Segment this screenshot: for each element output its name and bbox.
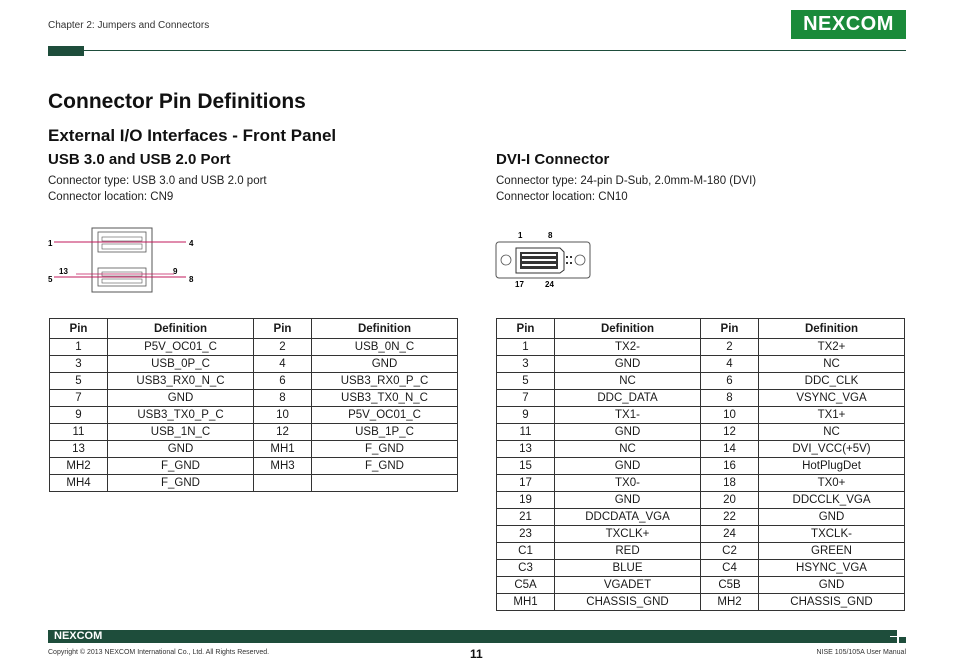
dvi-pin-table [496, 318, 905, 611]
definition-cell: GND [759, 509, 905, 526]
definition-cell: F_GND [312, 458, 458, 475]
dvi-connector-location: Connector location: CN10 [496, 191, 628, 203]
definition-cell: TXCLK- [759, 526, 905, 543]
definition-cell: RED [555, 543, 701, 560]
pin-cell: 6 [701, 373, 759, 390]
table-header-row [497, 319, 905, 339]
usb-pin-table [49, 318, 458, 492]
pin-cell: MH2 [701, 594, 759, 611]
table-row [497, 356, 905, 373]
definition-cell: HSYNC_VGA [759, 560, 905, 577]
pin-cell: 10 [254, 407, 312, 424]
column-header: Definition [108, 319, 254, 339]
usb-description [48, 173, 267, 205]
dvi-connector-diagram [494, 228, 594, 292]
table-row [50, 424, 458, 441]
table-row [497, 577, 905, 594]
column-header: Pin [701, 319, 759, 339]
definition-cell: VSYNC_VGA [759, 390, 905, 407]
definition-cell: F_GND [108, 475, 254, 492]
pin-cell: 9 [50, 407, 108, 424]
dvi-pin1-label: 1 [518, 231, 523, 240]
table-row [497, 594, 905, 611]
definition-cell: NC [555, 373, 701, 390]
table-row [497, 373, 905, 390]
definition-cell: F_GND [312, 441, 458, 458]
definition-cell: HotPlugDet [759, 458, 905, 475]
definition-cell: P5V_OC01_C [312, 407, 458, 424]
pin-cell: C3 [497, 560, 555, 577]
header-rule [48, 50, 906, 51]
pin-cell: 6 [254, 373, 312, 390]
pin-cell: MH1 [254, 441, 312, 458]
dvi-description [496, 173, 756, 205]
table-header-row [50, 319, 458, 339]
pin-cell: 11 [497, 424, 555, 441]
table-row [497, 390, 905, 407]
column-header: Definition [759, 319, 905, 339]
table-row [497, 492, 905, 509]
usb-pin13-label: 13 [59, 267, 68, 276]
pin-cell: C5A [497, 577, 555, 594]
table-row [50, 475, 458, 492]
pin-cell: 9 [497, 407, 555, 424]
definition-cell: CHASSIS_GND [555, 594, 701, 611]
usb-pin8-label: 8 [189, 275, 194, 284]
definition-cell: TX2- [555, 339, 701, 356]
page-number: 11 [470, 647, 483, 661]
definition-cell: GND [555, 492, 701, 509]
usb-pin5-label: 5 [48, 275, 53, 284]
pin-cell: 22 [701, 509, 759, 526]
definition-cell: USB_0P_C [108, 356, 254, 373]
column-header: Definition [312, 319, 458, 339]
dvi-pin24-label: 24 [545, 280, 554, 289]
manual-name: NISE 105/105A User Manual [816, 649, 906, 656]
dvi-pin8-label: 8 [548, 231, 553, 240]
definition-cell: DDCCLK_VGA [759, 492, 905, 509]
pin-cell: 3 [50, 356, 108, 373]
definition-cell: GND [108, 441, 254, 458]
pin-cell [254, 475, 312, 492]
pin-cell: 12 [701, 424, 759, 441]
pin-cell: 5 [497, 373, 555, 390]
pin-cell: 16 [701, 458, 759, 475]
table-row [497, 526, 905, 543]
table-row [50, 458, 458, 475]
pin-cell: 8 [701, 390, 759, 407]
table-row [497, 475, 905, 492]
column-header: Pin [497, 319, 555, 339]
usb-connector-diagram [46, 224, 206, 294]
usb-connector-location: Connector location: CN9 [48, 191, 174, 203]
table-row [50, 339, 458, 356]
pin-cell: 11 [50, 424, 108, 441]
pin-cell: 12 [254, 424, 312, 441]
nexcom-logo: NEXCOM [791, 10, 906, 39]
definition-cell: CHASSIS_GND [759, 594, 905, 611]
definition-cell: GND [555, 356, 701, 373]
pin-cell: MH2 [50, 458, 108, 475]
pin-cell: 3 [497, 356, 555, 373]
header-rule-block [48, 46, 84, 56]
table-row [497, 407, 905, 424]
table-row [497, 339, 905, 356]
definition-cell: USB_0N_C [312, 339, 458, 356]
definition-cell: USB3_RX0_P_C [312, 373, 458, 390]
pin-cell: 13 [50, 441, 108, 458]
table-row [50, 390, 458, 407]
definition-cell: NC [759, 356, 905, 373]
definition-cell: GND [108, 390, 254, 407]
pin-cell: MH4 [50, 475, 108, 492]
pin-cell: C1 [497, 543, 555, 560]
dvi-connector-type: Connector type: 24-pin D-Sub, 2.0mm-M-180 (DVI) [496, 175, 757, 187]
definition-cell: DDC_CLK [759, 373, 905, 390]
definition-cell: TX0+ [759, 475, 905, 492]
pin-cell: 8 [254, 390, 312, 407]
pin-cell: 17 [497, 475, 555, 492]
pin-cell: 5 [50, 373, 108, 390]
table-row [497, 458, 905, 475]
section-title: External I/O Interfaces - Front Panel [48, 126, 337, 145]
usb-pin9-label: 9 [173, 267, 178, 276]
definition-cell: GND [555, 424, 701, 441]
definition-cell: P5V_OC01_C [108, 339, 254, 356]
definition-cell: GND [555, 458, 701, 475]
table-row [497, 441, 905, 458]
definition-cell: F_GND [108, 458, 254, 475]
pin-cell: 1 [497, 339, 555, 356]
definition-cell: BLUE [555, 560, 701, 577]
definition-cell: USB_1P_C [312, 424, 458, 441]
definition-cell: GREEN [759, 543, 905, 560]
definition-cell: GND [759, 577, 905, 594]
definition-cell: USB3_TX0_P_C [108, 407, 254, 424]
pin-cell: C5B [701, 577, 759, 594]
definition-cell: DDC_DATA [555, 390, 701, 407]
usb-pin4-label: 4 [189, 239, 194, 248]
definition-cell: TX1- [555, 407, 701, 424]
column-header: Definition [555, 319, 701, 339]
column-header: Pin [50, 319, 108, 339]
pin-cell: 19 [497, 492, 555, 509]
pin-cell: MH1 [497, 594, 555, 611]
pin-cell: 15 [497, 458, 555, 475]
pin-cell: 13 [497, 441, 555, 458]
footer-logo: NEXCOM [54, 630, 103, 642]
definition-cell: DDCDATA_VGA [555, 509, 701, 526]
dvi-title: DVI-I Connector [496, 151, 610, 168]
definition-cell: USB3_TX0_N_C [312, 390, 458, 407]
footer-bar [48, 630, 906, 643]
table-row [497, 560, 905, 577]
pin-cell: 7 [497, 390, 555, 407]
definition-cell: USB_1N_C [108, 424, 254, 441]
definition-cell: DVI_VCC(+5V) [759, 441, 905, 458]
pin-cell: 14 [701, 441, 759, 458]
pin-cell: 2 [254, 339, 312, 356]
pin-cell: 4 [254, 356, 312, 373]
table-row [50, 407, 458, 424]
definition-cell: VGADET [555, 577, 701, 594]
usb-pin1-label: 1 [48, 239, 53, 248]
pin-cell: 2 [701, 339, 759, 356]
definition-cell: TXCLK+ [555, 526, 701, 543]
table-row [497, 543, 905, 560]
footer-squares-icon [890, 630, 906, 643]
pin-cell: 4 [701, 356, 759, 373]
usb-connector-type: Connector type: USB 3.0 and USB 2.0 port [48, 175, 267, 187]
pin-cell: 24 [701, 526, 759, 543]
definition-cell: GND [312, 356, 458, 373]
pin-cell: 1 [50, 339, 108, 356]
page-title: Connector Pin Definitions [48, 90, 306, 113]
definition-cell: TX1+ [759, 407, 905, 424]
pin-cell: 21 [497, 509, 555, 526]
chapter-label: Chapter 2: Jumpers and Connectors [48, 20, 210, 31]
pin-cell: 10 [701, 407, 759, 424]
pin-cell: 20 [701, 492, 759, 509]
table-row [50, 373, 458, 390]
definition-cell: TX0- [555, 475, 701, 492]
definition-cell: NC [759, 424, 905, 441]
pin-cell: C4 [701, 560, 759, 577]
pin-cell: MH3 [254, 458, 312, 475]
table-row [50, 441, 458, 458]
table-row [497, 509, 905, 526]
definition-cell [312, 475, 458, 492]
dvi-pin17-label: 17 [515, 280, 524, 289]
pin-cell: 7 [50, 390, 108, 407]
definition-cell: NC [555, 441, 701, 458]
definition-cell: TX2+ [759, 339, 905, 356]
pin-cell: 18 [701, 475, 759, 492]
definition-cell: USB3_RX0_N_C [108, 373, 254, 390]
copyright: Copyright © 2013 NEXCOM International Co., Ltd. All Rights Reserved. [48, 649, 270, 656]
usb-title: USB 3.0 and USB 2.0 Port [48, 151, 231, 168]
pin-cell: 23 [497, 526, 555, 543]
table-row [497, 424, 905, 441]
pin-cell: C2 [701, 543, 759, 560]
column-header: Pin [254, 319, 312, 339]
table-row [50, 356, 458, 373]
